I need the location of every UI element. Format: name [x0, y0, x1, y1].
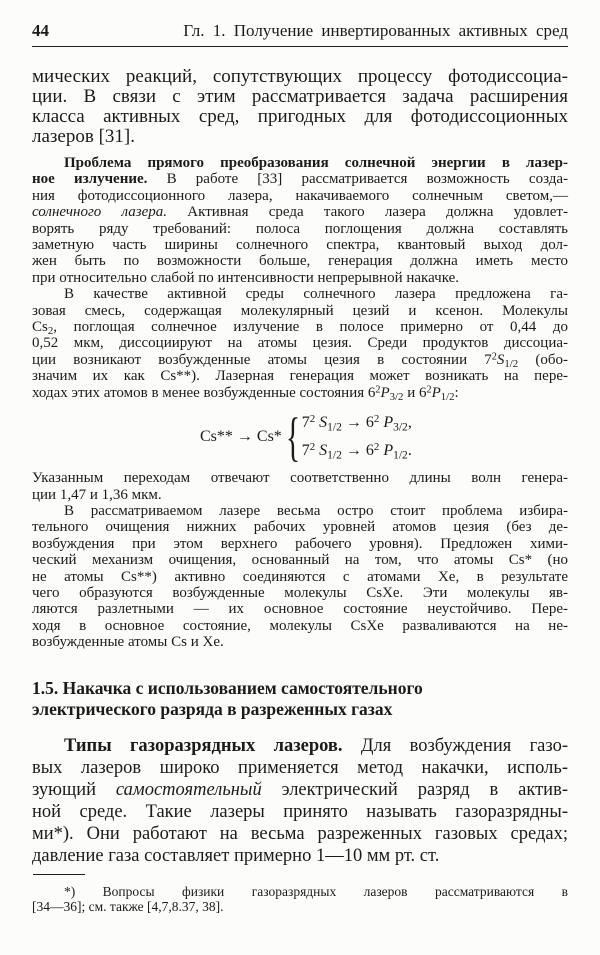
paragraph-purification [32, 503, 568, 651]
text-segment: Для возбуждения газо- [342, 735, 568, 756]
text-line [32, 155, 568, 171]
text-line [32, 779, 568, 801]
paragraph-gas-discharge-lasers [32, 735, 568, 867]
text-line: ляются разлетными — их основное состояние неустойчиво. Пере- [32, 601, 568, 618]
section-heading-1-5 [32, 678, 568, 720]
text-line: давление газа составляет примерно 1—10 мм рт. ст. [32, 845, 440, 866]
page-body [32, 0, 568, 915]
text-segment: Активная среда такого лазера должна удовлет- [167, 204, 568, 221]
text-line: ной среде. Такие лазеры принято называть газоразрядны- [32, 801, 568, 822]
text-line: возбуждения при этом верхнего рабочего уровня). Предложен хими- [32, 535, 568, 552]
text-segment: Типы газоразрядных лазеров. [64, 735, 343, 756]
formula-row-1: $7^2$ $S_{1/2} \to 6^2$ $P_{3/2}$, [301, 413, 412, 434]
text-line: ворять ряду требований: полоса поглощения должна составлять [32, 220, 568, 237]
text-segment: S [496, 351, 505, 368]
text-line: ции 1,47 и 1,36 мкм. [32, 486, 162, 503]
text-segment: самостоятельный [115, 779, 262, 800]
text-segment: (обо- [518, 351, 568, 368]
text-segment: солнечного лазера. [32, 204, 168, 221]
formula-row-2: $7^2$ $S_{1/2} \to 6^2$ $P_{1/2}$. [301, 441, 412, 462]
formula-brace: { [285, 407, 300, 468]
page-number: 44 [32, 21, 49, 40]
text-segment: ходах этих атомов в менее возбужденные состояния 6 [32, 384, 376, 401]
text-line [32, 171, 568, 187]
footnote-rule [33, 874, 85, 875]
text-line: ческий механизм очищения, основанный на том, что атомы Cs* (но [32, 552, 568, 569]
running-title: Гл. 1. Получение инвертированных активных сред [183, 21, 568, 40]
text-line: ния фотодиссоционного лазера, накачиваемого солнечным светом,— [32, 187, 568, 204]
text-line: чего образуются возбужденные молекулы CsXe. Эти молекулы яв- [32, 584, 568, 601]
text-segment: P [431, 384, 441, 401]
text-line [32, 385, 568, 401]
text-segment: ное излучение. [32, 171, 148, 188]
text-line: при относительно слабой по интенсивности непрерывной накачке. [32, 269, 460, 286]
text-segment: : [454, 384, 459, 401]
text-segment: 2 [375, 384, 381, 396]
text-line: значим их как Cs**). Лазерная генерация может возникать на пере- [32, 368, 568, 385]
text-segment: электрический разряд в актив- [261, 779, 568, 800]
text-line: Указанным переходам отвечают соответственно длины волн генера- [32, 470, 568, 487]
text-segment: , поглощая солнечное излучение в полосе примерно от 0,44 до [53, 319, 568, 336]
text-segment: 3/2 [389, 390, 404, 403]
text-line: мических реакций, сопутствующих процессу фотодиссоциа- [32, 66, 568, 87]
text-segment: 2 [491, 351, 497, 363]
text-line: вых лазеров широко применяется метод накачки, исполь- [32, 757, 568, 778]
text-segment: В работе [33] рассматривается возможность созда- [147, 171, 569, 188]
transition-formula [200, 404, 568, 470]
text-line: 0,52 мкм, диссоциируют на атомы цезия. Среди продуктов диссоциа- [32, 335, 568, 352]
text-line: класса активных сред, пригодных для фотодиссоционных [32, 106, 568, 127]
text-segment: P [380, 384, 390, 401]
text-segment: и 6 [403, 384, 427, 401]
text-line [32, 319, 568, 338]
formula-left: Cs** → Cs* [200, 428, 282, 446]
footnote [32, 884, 568, 915]
text-line: В качестве активной среды солнечного лазера предложена га- [64, 286, 568, 303]
text-segment: зующий [32, 779, 116, 800]
text-segment: ции возникают возбужденные атомы цезия в состоянии 7 [32, 351, 492, 368]
text-line [32, 351, 568, 371]
text-line: заметную часть ширины солнечного спектра, квантовый выход дол- [32, 237, 568, 254]
text-segment: Cs [32, 319, 48, 336]
text-line: ции. В связи с этим рассматривается задача расширения [32, 86, 568, 107]
paragraph-solar-laser-problem [32, 155, 568, 286]
text-segment: 1/2 [504, 358, 519, 371]
text-line: жен быть по возможности больше, генерация должна иметь место [32, 253, 568, 270]
text-segment: 2 [47, 325, 54, 338]
text-line: электрического разряда в разреженных газах [32, 698, 393, 719]
text-line: не атомы Cs**) активно соединяются с атомами Xe, в результате [32, 568, 568, 585]
paragraph-active-medium [32, 286, 568, 401]
text-line: ми*). Они работают на весьма разреженных газовых средах; [32, 823, 568, 844]
text-line: лазеров [31]. [32, 126, 135, 147]
text-line [32, 204, 568, 220]
text-line: возбужденные атомы Cs и Xe. [32, 634, 224, 651]
text-line [32, 735, 568, 757]
text-segment: 2 [426, 384, 432, 396]
text-line: [34—36]; см. также [4,7,8.37, 38]. [32, 899, 224, 915]
text-line: В рассматриваемом лазере весьма остро стоит проблема избира- [64, 502, 568, 519]
paragraph-intro-continuation [32, 67, 568, 147]
text-segment: 1/2 [440, 390, 455, 403]
text-line: тельного очищения нижних рабочих уровней атомов цезия (без де- [32, 519, 568, 536]
paragraph-wavelengths [32, 470, 568, 503]
text-line: зовая смесь, содержащая молекулярный цезий и ксенон. Молекулы [32, 302, 568, 319]
text-segment: Проблема прямого преобразования солнечной энергии в лазер- [64, 155, 568, 171]
text-line: ходя в основное состояние, молекулы CsXe разваливаются на не- [32, 617, 568, 634]
text-line: *) Вопросы физики газоразрядных лазеров рассматриваются в [64, 883, 568, 899]
text-line: 1.5. Накачка с использованием самостоятельного [32, 677, 423, 698]
